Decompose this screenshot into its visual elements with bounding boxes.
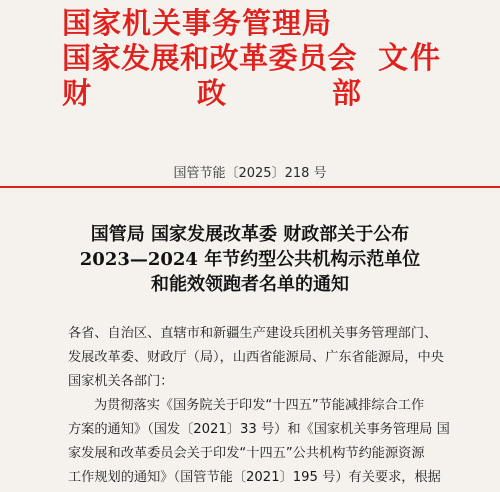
paragraph-line-1: 为贯彻落实《国务院关于印发“十四五”节能减排综合工作	[94, 398, 425, 413]
document-title	[0, 222, 500, 297]
issuing-org-3-char: 政	[196, 76, 227, 110]
title-line-3: 和能效领跑者名单的通知	[151, 274, 349, 295]
recipients-line-1: 各省、自治区、直辖市和新疆生产建设兵团机关事务管理部门、	[68, 326, 438, 341]
header-row-1	[62, 6, 482, 41]
red-divider	[0, 186, 500, 188]
issuing-org-3-char: 财	[62, 76, 93, 110]
paragraph-line-2: 方案的通知》（国发〔2021〕33 号）和《国家机关事务管理局 国	[68, 422, 450, 437]
header-row-3	[62, 76, 482, 111]
title-line-1: 国管局 国家发展改革委 财政部关于公布	[90, 224, 410, 245]
issuing-org-3	[62, 76, 362, 111]
issuing-org-2: 国家发展和改革委员会	[62, 41, 358, 75]
document-suffix: 文件	[378, 41, 442, 76]
paragraph-line-3: 家发展和改革委员会关于印发“十四五”公共机构节约能源资源	[68, 446, 425, 461]
document-body	[68, 322, 468, 490]
recipients-line-2: 发展改革委、财政厅（局），山西省能源局、广东省能源局，中央	[68, 350, 444, 365]
issuing-org-3-char: 部	[331, 76, 362, 110]
document-number: 国管节能〔2025〕218 号	[173, 166, 327, 181]
title-line-2: 2023—2024 年节约型公共机构示范单位	[79, 249, 421, 270]
document-header	[62, 6, 482, 111]
recipients-line-3: 国家机关各部门：	[68, 374, 174, 389]
issuing-org-1: 国家机关事务管理局	[62, 6, 333, 40]
paragraph-line-4: 工作规划的通知》（国管节能〔2021〕195 号）有关要求，根据	[68, 470, 441, 485]
